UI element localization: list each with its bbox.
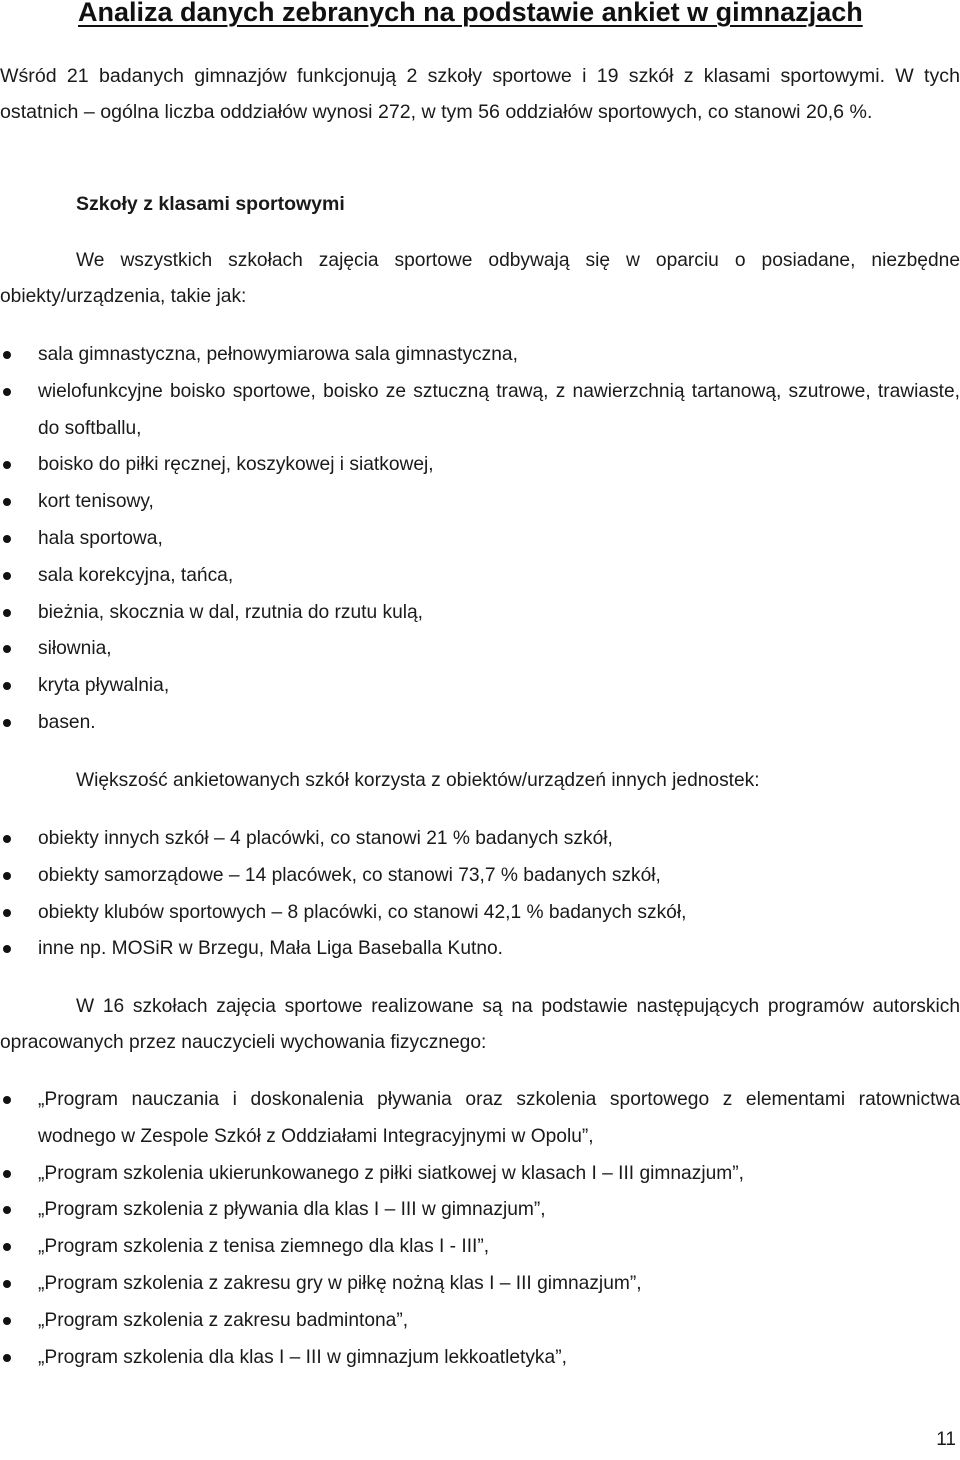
list-item-text: „Program szkolenia z tenisa ziemnego dla klas I - III”, — [38, 1236, 490, 1258]
bullet-icon — [3, 945, 11, 953]
list-item-text: „Program szkolenia z zakresu badmintona”, — [38, 1309, 409, 1331]
list-item — [0, 337, 960, 374]
list-item — [0, 631, 960, 668]
list-item — [0, 447, 960, 484]
bullet-icon — [3, 872, 11, 880]
list-item — [0, 858, 960, 895]
section-heading: Szkoły z klasami sportowymi — [76, 193, 345, 215]
list-item — [0, 374, 960, 448]
list-item — [0, 558, 960, 595]
list-item-text: obiekty samorządowe – 14 placówek, co stanowi 73,7 % badanych szkół, — [38, 864, 661, 886]
bullet-icon — [3, 909, 11, 917]
list-item-text: basen. — [38, 711, 96, 733]
bullet-icon — [3, 719, 11, 727]
bullet-icon — [3, 1317, 11, 1325]
list-item — [0, 821, 960, 858]
bullet-icon — [3, 1280, 11, 1288]
bullet-icon — [3, 498, 11, 506]
list-item-text: „Program nauczania i doskonalenia pływania oraz szkolenia sportowego z elementami ratownictwa wodnego w Zespole Szkół z Oddziałami Integracyjnymi w Opolu”, — [38, 1089, 960, 1147]
list-item — [0, 1229, 960, 1266]
programs-paragraph: W 16 szkołach zajęcia sportowe realizowane są na podstawie następujących programów autorskich opracowanych przez nauczycieli wychowania fizycznego: — [0, 996, 960, 1053]
list-item-text: obiekty innych szkół – 4 placówki, co stanowi 21 % badanych szkół, — [38, 828, 613, 849]
list-item — [0, 595, 960, 632]
list-item-text: „Program szkolenia z pływania dla klas I – III w gimnazjum”, — [38, 1199, 546, 1221]
list-item — [0, 521, 960, 558]
list-item-text: „Program szkolenia dla klas I – III w gimnazjum lekkoatletyka”, — [38, 1346, 567, 1368]
bullet-icon — [3, 609, 11, 617]
list-item-text: bieżnia, skocznia w dal, rzutnia do rzutu kulą, — [38, 601, 424, 623]
list-item — [0, 931, 960, 968]
intro-paragraph: Wśród 21 badanych gimnazjów funkcjonują 2 szkoły sportowe i 19 szkół z klasami sportowymi. W tych ostatnich – ogólna liczba oddziałów wynosi 272, w tym 56 oddziałów sportowych, co stanowi 20,6 %. — [0, 65, 960, 123]
list-item — [0, 1266, 960, 1303]
list-item-text: inne np. MOSiR w Brzegu, Mała Liga Baseballa Kutno. — [38, 938, 504, 960]
list-item-text: kort tenisowy, — [38, 491, 154, 513]
external-facilities-list — [0, 821, 960, 968]
bullet-icon — [3, 835, 11, 843]
list-item — [0, 1192, 960, 1229]
external-facilities-paragraph: Większość ankietowanych szkół korzysta z obiektów/urządzeń innych jednostek: — [76, 770, 760, 791]
list-item — [0, 705, 960, 742]
list-item-text: wielofunkcyjne boisko sportowe, boisko ze sztuczną trawą, z nawierzchnią tartanową, szutrowe, trawiaste, do softballu, — [38, 380, 960, 439]
bullet-icon — [3, 1096, 11, 1104]
list-item — [0, 1303, 960, 1340]
list-item — [0, 1156, 960, 1193]
bullet-icon — [3, 461, 11, 469]
list-item — [0, 668, 960, 705]
list-item-text: sala gimnastyczna, pełnowymiarowa sala gimnastyczna, — [38, 344, 518, 365]
bullet-icon — [3, 535, 11, 543]
facilities-list — [0, 337, 960, 742]
facilities-paragraph: We wszystkich szkołach zajęcia sportowe odbywają się w oparciu o posiadane, niezbędne obiekty/urządzenia, takie jak: — [0, 250, 960, 307]
list-item — [0, 484, 960, 521]
list-item — [0, 1340, 960, 1377]
list-item-text: hala sportowa, — [38, 527, 163, 549]
bullet-icon — [3, 1170, 11, 1178]
list-item-text: boisko do piłki ręcznej, koszykowej i siatkowej, — [38, 454, 434, 476]
list-item-text: sala korekcyjna, tańca, — [38, 564, 234, 586]
bullet-icon — [3, 572, 11, 580]
list-item-text: „Program szkolenia ukierunkowanego z piłki siatkowej w klasach I – III gimnazjum”, — [38, 1162, 744, 1184]
bullet-icon — [3, 682, 11, 690]
list-item-text: kryta pływalnia, — [38, 675, 170, 697]
list-item-text: obiekty klubów sportowych – 8 placówki, co stanowi 42,1 % badanych szkół, — [38, 901, 687, 923]
bullet-icon — [3, 388, 11, 396]
bullet-icon — [3, 645, 11, 653]
list-item-text: „Program szkolenia z zakresu gry w piłkę nożną klas I – III gimnazjum”, — [38, 1272, 642, 1294]
list-item-text: siłownia, — [38, 638, 112, 660]
bullet-icon — [3, 351, 11, 359]
bullet-icon — [3, 1206, 11, 1214]
bullet-icon — [3, 1354, 11, 1362]
document-title: Analiza danych zebranych na podstawie ankiet w gimnazjach — [78, 0, 863, 27]
page-number: 11 — [936, 1429, 956, 1450]
programs-list — [0, 1082, 960, 1376]
list-item — [0, 1082, 960, 1156]
bullet-icon — [3, 1243, 11, 1251]
list-item — [0, 895, 960, 932]
